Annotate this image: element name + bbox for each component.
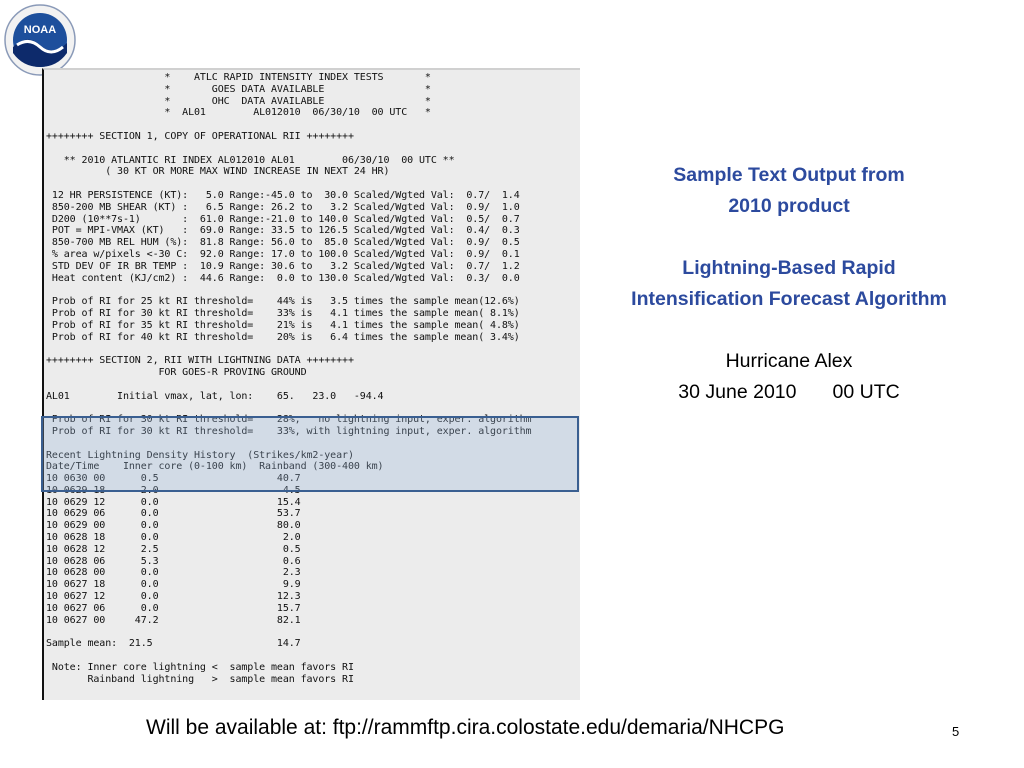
- text-output-panel: [42, 68, 580, 700]
- slide-description: [600, 160, 978, 408]
- noaa-logo: [3, 3, 77, 77]
- storm-time: 00 UTC: [832, 381, 900, 403]
- logo-text: NOAA: [23, 24, 57, 36]
- storm-datetime: [600, 377, 978, 408]
- algorithm-title-line2: Intensification Forecast Algorithm: [631, 288, 947, 310]
- lightning-highlight-box: [41, 416, 579, 492]
- rii-text-output: * ATLC RAPID INTENSITY INDEX TESTS * * GOES DATA AVAILABLE * * OHC DATA AVAILABLE * * AL01 AL012010 06/30/10 00 UTC * ++++++++ SECTION 1, COPY OF OPERATIONAL RII ++++++++ ** 2010 ATLANTIC RI INDEX AL012010 AL01 06/30/10 00 UTC ** ( 30 KT OR MORE MAX WIND INCREASE IN NEXT 24 HR) 12 HR PERSISTENCE (KT): 5.0 Range:-45.0 to 30.0 Scaled/Wgted Val: 0.7/ 1.4 850-200 MB SHEAR (KT) : 6.5 Range: 26.2 to 3.2 Scaled/Wgted Val: 0.9/ 1.0 D200 (10**7s-1) : 61.0 Range:-21.0 to 140.0 Scaled/Wgted Val: 0.5/ 0.7 POT = MPI-VMAX (KT) : 69.0 Range: 33.5 to 126.5 Scaled/Wgted Val: 0.4/ 0.3 850-700 MB REL HUM (%): 81.8 Range: 56.0 to 85.0 Scaled/Wgted Val: 0.9/ 0.5 % area w/pixels <-30 C: 92.0 Range: 17.0 to 100.0 Scaled/Wgted Val: 0.9/ 0.1 STD DEV OF IR BR TEMP : 10.9 Range: 30.6 to 3.2 Scaled/Wgted Val: 0.7/ 1.2 Heat content (KJ/cm2) : 44.6 Range: 0.0 to 130.0 Scaled/Wgted Val: 0.3/ 0.0 Prob of RI for 25 kt RI threshold= 44% is 3.5 times the sample mean(12.6%) Prob of RI for 30 kt RI threshold= 33% is 4.1 times the sample mean( 8.1%) Prob of RI for 35 kt RI threshold= 21% is 4.1 times the sample mean( 4.8%) Prob of RI for 40 kt RI threshold= 20% is 6.4 times the sample mean( 3.4%) ++++++++ SECTION 2, RII WITH LIGHTNING DATA ++++++++ FOR GOES-R PROVING GROUND AL01 Initial vmax, lat, lon: 65. 23.0 -94.4 Prob of RI for 30 kt RI threshold= 28%, no lightning input, exper. algorithm Prob of RI for 30 kt RI threshold= 33%, with lightning input, exper. algorithm Recent Lightning Density History (Strikes/km2-year) Date/Time Inner core (0-100 km) Rainband (300-400 km) 10 0630 00 0.5 40.7 10 0629 18 2.0 4.5 10 0629 12 0.0 15.4 10 0629 06 0.0 53.7 10 0629 00 0.0 80.0 10 0628 18 0.0 2.0 10 0628 12 2.5 0.5 10 0628 06 5.3 0.6 10 0628 00 0.0 2.3 10 0627 18 0.0 9.9 10 0627 12 0.0 12.3 10 0627 06 0.0 15.7 10 0627 00 47.2 82.1 Sample mean: 21.5 14.7 Note: Inner core lightning < sample mean favors RI Rainband lightning > sample mean favors RI: [46, 72, 532, 685]
- storm-date: 30 June 2010: [678, 381, 797, 403]
- footer-availability: Will be available at: ftp://rammftp.cira.colostate.edu/demaria/NHCPG: [146, 716, 785, 739]
- slide-title-line2: 2010 product: [728, 195, 850, 217]
- slide-title-line1: Sample Text Output from: [673, 164, 905, 186]
- page-number: 5: [952, 724, 960, 739]
- algorithm-title-line1: Lightning-Based Rapid: [682, 257, 896, 279]
- storm-name: Hurricane Alex: [725, 350, 853, 372]
